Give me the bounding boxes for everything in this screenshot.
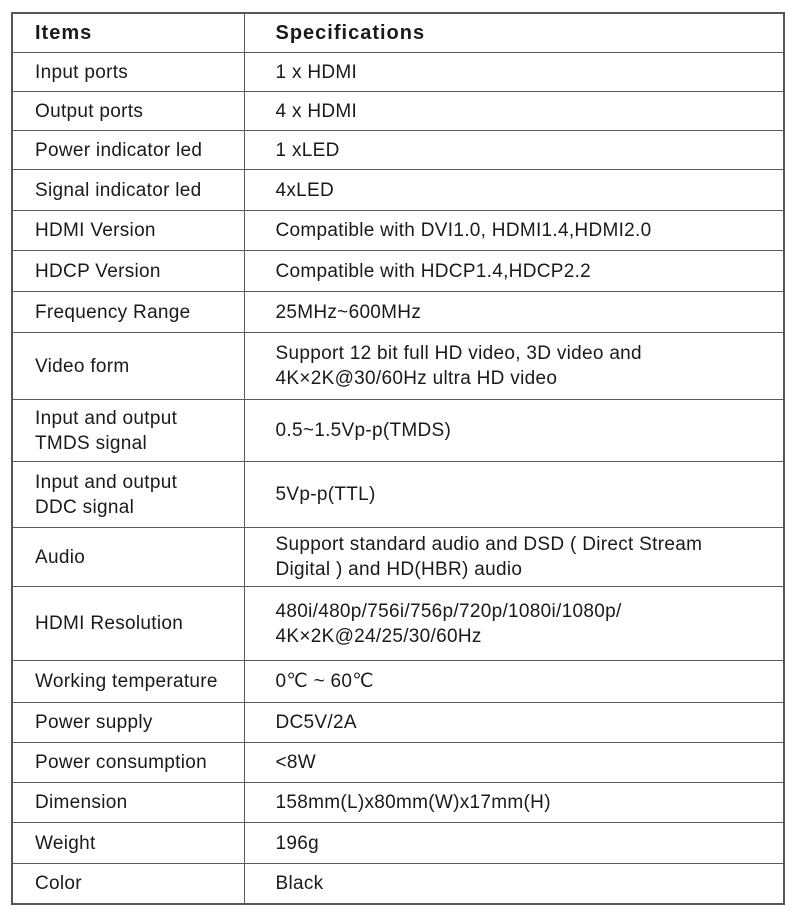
row-item: Input and output TMDS signal — [12, 400, 244, 462]
row-item: Output ports — [12, 92, 244, 131]
row-item: Dimension — [12, 783, 244, 823]
row-spec: 0.5~1.5Vp-p(TMDS) — [244, 400, 784, 462]
row-spec: 0℃ ~ 60℃ — [244, 661, 784, 703]
row-spec: 25MHz~600MHz — [244, 292, 784, 333]
row-spec: 1 xLED — [244, 131, 784, 170]
row-item: HDCP Version — [12, 251, 244, 292]
table-row — [12, 53, 784, 92]
row-spec: 5Vp-p(TTL) — [244, 462, 784, 528]
row-spec: DC5V/2A — [244, 703, 784, 743]
table-row — [12, 400, 784, 462]
table-row — [12, 703, 784, 743]
row-spec: <8W — [244, 743, 784, 783]
row-item: HDMI Version — [12, 211, 244, 251]
row-item: Signal indicator led — [12, 170, 244, 211]
table-row — [12, 864, 784, 904]
row-item: Power supply — [12, 703, 244, 743]
row-spec: Compatible with DVI1.0, HDMI1.4,HDMI2.0 — [244, 211, 784, 251]
table-row — [12, 92, 784, 131]
table-row — [12, 587, 784, 661]
row-spec: 158mm(L)x80mm(W)x17mm(H) — [244, 783, 784, 823]
row-spec: Support 12 bit full HD video, 3D video and 4K×2K@30/60Hz ultra HD video — [244, 333, 784, 400]
row-spec: Black — [244, 864, 784, 904]
row-item: Power indicator led — [12, 131, 244, 170]
row-item: Video form — [12, 333, 244, 400]
row-item: Working temperature — [12, 661, 244, 703]
row-item: Color — [12, 864, 244, 904]
row-item: Power consumption — [12, 743, 244, 783]
specifications-table — [11, 12, 785, 905]
row-spec: Compatible with HDCP1.4,HDCP2.2 — [244, 251, 784, 292]
table-row — [12, 170, 784, 211]
row-spec: Support standard audio and DSD ( Direct Stream Digital ) and HD(HBR) audio — [244, 528, 784, 587]
row-spec: 4 x HDMI — [244, 92, 784, 131]
row-item: Input ports — [12, 53, 244, 92]
table-row — [12, 211, 784, 251]
table-row — [12, 333, 784, 400]
row-item: Weight — [12, 823, 244, 864]
table-row — [12, 292, 784, 333]
table-row — [12, 528, 784, 587]
row-item: Audio — [12, 528, 244, 587]
table-header-row — [12, 13, 784, 53]
row-spec: 4xLED — [244, 170, 784, 211]
table-row — [12, 661, 784, 703]
header-specifications: Specifications — [244, 13, 784, 53]
table-row — [12, 462, 784, 528]
table-row — [12, 251, 784, 292]
table-row — [12, 743, 784, 783]
row-item: Input and output DDC signal — [12, 462, 244, 528]
row-item: HDMI Resolution — [12, 587, 244, 661]
header-items: Items — [12, 13, 244, 53]
row-item: Frequency Range — [12, 292, 244, 333]
row-spec: 196g — [244, 823, 784, 864]
table-row — [12, 783, 784, 823]
table-row — [12, 131, 784, 170]
row-spec: 1 x HDMI — [244, 53, 784, 92]
row-spec: 480i/480p/756i/756p/720p/1080i/1080p/ 4K×2K@24/25/30/60Hz — [244, 587, 784, 661]
table-row — [12, 823, 784, 864]
